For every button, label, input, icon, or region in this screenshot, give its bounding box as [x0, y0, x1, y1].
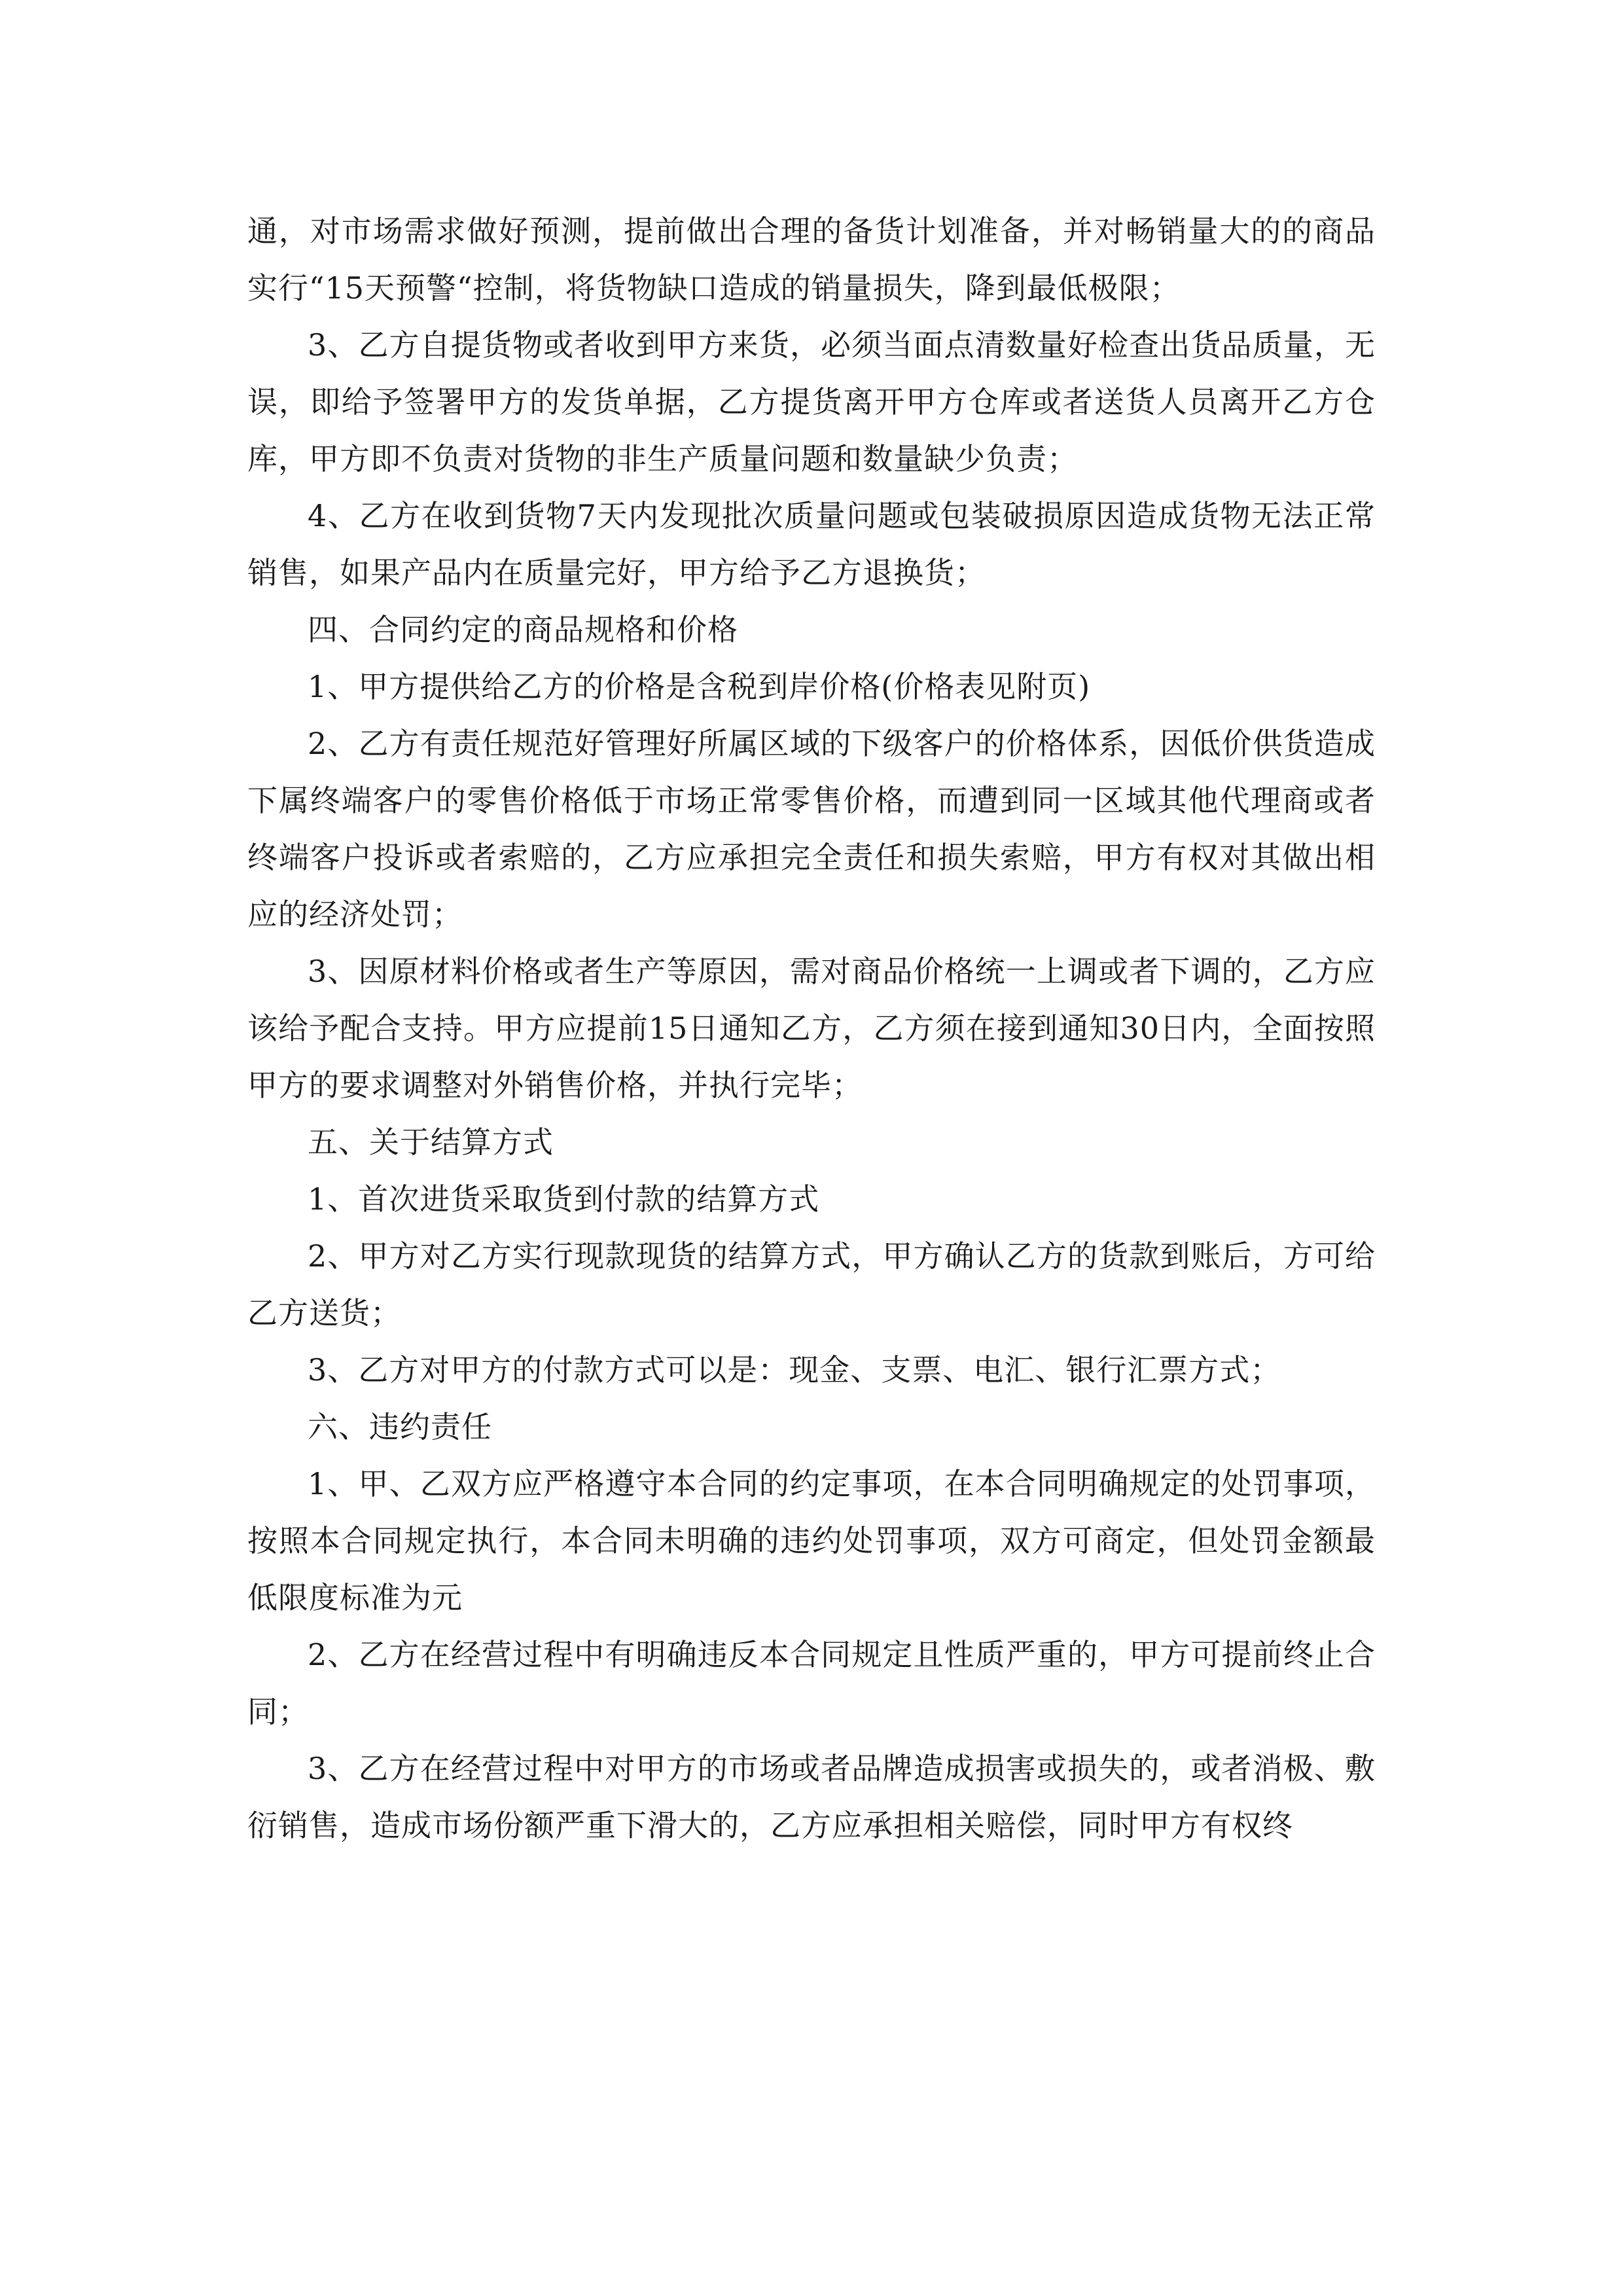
- paragraph: 3、因原材料价格或者生产等原因，需对商品价格统一上调或者下调的，乙方应该给予配合支持。甲方应提前15日通知乙方，乙方须在接到通知30日内，全面按照甲方的要求调整对外销售价格，并执行完毕；: [247, 954, 1376, 1103]
- section-heading: 五、关于结算方式: [308, 1124, 554, 1160]
- paragraph: 通，对市场需求做好预测，提前做出合理的备货计划准备，并对畅销量大的的商品实行“15天预警“控制，将货物缺口造成的销量损失，降到最低极限；: [247, 213, 1376, 306]
- section-heading: 六、违约责任: [308, 1409, 492, 1444]
- paragraph: 4、乙方在收到货物7天内发现批次质量问题或包装破损原因造成货物无法正常销售，如果产品内在质量完好，甲方给予乙方退换货；: [247, 498, 1376, 590]
- paragraph: 2、乙方有责任规范好管理好所属区域的下级客户的价格体系，因低价供货造成下属终端客户的零售价格低于市场正常零售价格，而遭到同一区域其他代理商或者终端客户投诉或者索赔的，乙方应承担完全责任和损失索赔，甲方有权对其做出相应的经济处罚；: [247, 726, 1376, 932]
- paragraph: 1、甲方提供给乙方的价格是含税到岸价格(价格表见附页): [308, 669, 1091, 704]
- paragraph: 1、甲、乙双方应严格遵守本合同的约定事项，在本合同明确规定的处罚事项，按照本合同规定执行，本合同未明确的违约处罚事项，双方可商定，但处罚金额最低限度标准为元: [247, 1466, 1376, 1615]
- paragraph: 3、乙方在经营过程中对甲方的市场或者品牌造成损害或损失的，或者消极、敷衍销售，造成市场份额严重下滑大的，乙方应承担相关赔偿，同时甲方有权终: [247, 1751, 1376, 1843]
- paragraph: 1、首次进货采取货到付款的结算方式: [308, 1181, 820, 1217]
- paragraph: 3、乙方自提货物或者收到甲方来货，必须当面点清数量好检查出货品质量，无误，即给予签署甲方的发货单据，乙方提货离开甲方仓库或者送货人员离开乙方仓库，甲方即不负责对货物的非生产质量问题和数量缺少负责；: [247, 327, 1376, 476]
- section-heading: 四、合同约定的商品规格和价格: [308, 612, 738, 647]
- paragraph: 2、乙方在经营过程中有明确违反本合同规定且性质严重的，甲方可提前终止合同；: [247, 1637, 1376, 1729]
- paragraph: 3、乙方对甲方的付款方式可以是：现金、支票、电汇、银行汇票方式；: [308, 1352, 1281, 1388]
- paragraph: 2、甲方对乙方实行现款现货的结算方式，甲方确认乙方的货款到账后，方可给乙方送货；: [247, 1238, 1376, 1331]
- document-body: [247, 203, 1376, 1854]
